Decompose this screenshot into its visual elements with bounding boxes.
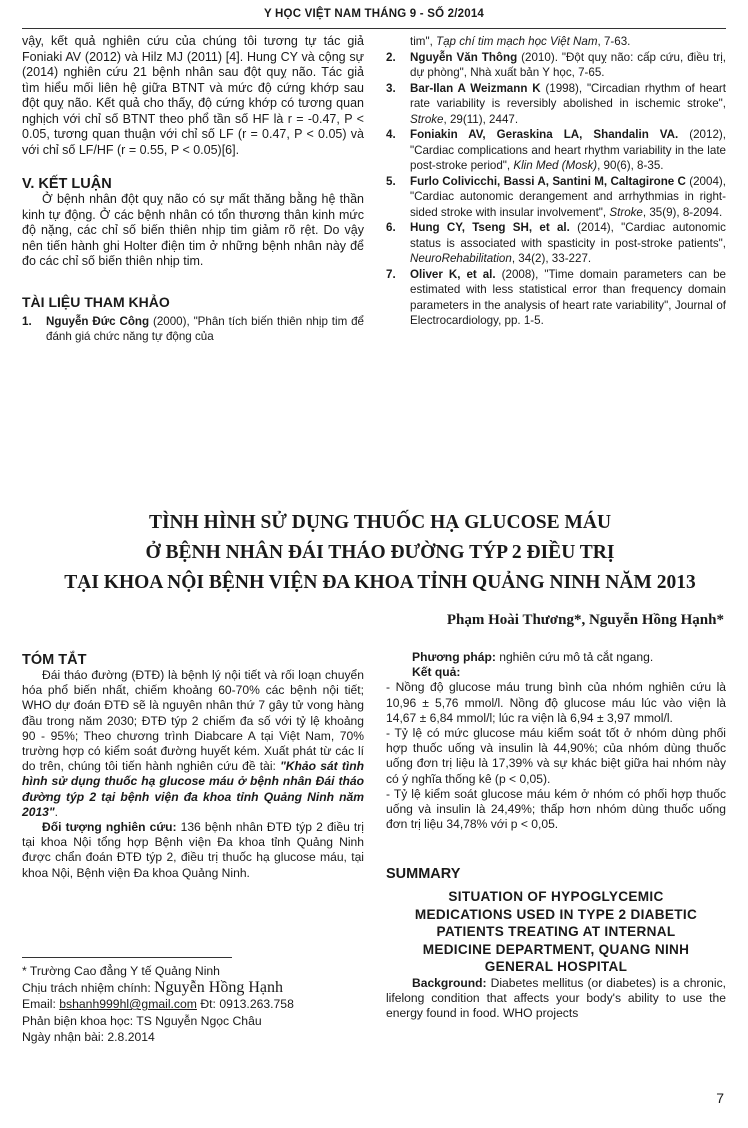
- page-number: 7: [716, 1090, 724, 1106]
- reference-item: [386, 220, 726, 267]
- subjects-paragraph: [22, 820, 364, 881]
- reference-pages: , 90(6), 8-35.: [597, 159, 664, 172]
- reference-continuation: [386, 34, 726, 50]
- reference-number: 4.: [386, 128, 396, 141]
- reference-body: (2004), "Cardiac autonomic derangement and arrhythmias in right-sided stroke with insular involvement",: [410, 174, 726, 219]
- header-rule: [22, 28, 726, 29]
- reference-author: Oliver K, et al.: [410, 267, 496, 281]
- reference-author: Bar-Ilan A Weizmann K: [410, 81, 541, 95]
- summary-title-line: MEDICINE DEPARTMENT, QUANG NINH: [422, 941, 690, 957]
- footnote-received: Ngày nhận bài: 2.8.2014: [22, 1030, 155, 1044]
- journal-header: Y HỌC VIỆT NAM THÁNG 9 - SỐ 2/2014: [263, 8, 485, 20]
- results-label-line: [386, 665, 726, 680]
- subjects-label: Đối tượng nghiên cứu:: [42, 820, 177, 835]
- summary-title-line: SITUATION OF HYPOGLYCEMIC: [448, 889, 664, 905]
- reference-pages: , 35(9), 8-2094.: [642, 205, 723, 219]
- summary-title-line: PATIENTS TREATING AT INTERNAL: [436, 924, 676, 940]
- reference-author: Foniakin AV, Geraskina LA, Shandalin VA.: [410, 128, 679, 141]
- abstract-study-title: "Khảo sát tình hình sử dụng thuốc hạ glucose máu ở bệnh nhân Đái tháo đường týp 2 tại bệnh viện đa khoa tỉnh Quảng Ninh năm 2013": [22, 759, 364, 819]
- right-column-top: [386, 34, 726, 329]
- reference-body: (2010). "Đột quỵ não: cấp cứu, điều trị, dự phòng", Nhà xuất bản Y học, 7-65.: [410, 50, 726, 79]
- reference-number: 5.: [386, 174, 396, 188]
- reference-author: Nguyễn Đức Công: [46, 314, 150, 328]
- reference-item: [386, 81, 726, 128]
- conclusion-paragraph: Ở bệnh nhân đột quỵ não có sự mất thăng bằng hệ thần kinh tự động. Ở các bệnh nhân có tổn thương thân kinh mức độ nặng, các chỉ số biến thiên nhịp tim giảm rõ rệt. Do vậy nên tiến hành ghi Holter điện tim ở những bệnh nhân này để đo các chỉ số biến thiên nhịp tim.: [22, 192, 364, 268]
- article-authors: Phạm Hoài Thương*, Nguyễn Hồng Hạnh*: [446, 612, 724, 628]
- summary-title-line: MEDICATIONS USED IN TYPE 2 DIABETIC: [414, 906, 698, 922]
- reference-journal: NeuroRehabilitation: [410, 252, 512, 265]
- reference-author: Furlo Colivicchi, Bassi A, Santini M, Caltagirone C: [410, 174, 686, 188]
- email-link[interactable]: bshanh999hl@gmail.com: [59, 997, 197, 1011]
- reference-body: (2008), "Time domain parameters can be estimated with less statistical error than frequency domain parameters in the analysis of heart rate variability", Journal of Electrocardiology, pp. 1-5.: [410, 267, 727, 327]
- method-paragraph: [386, 650, 726, 665]
- background-text: Diabetes mellitus (or diabetes) is a chronic, lifelong condition that affects your body's ability to use the energy found in food. WHO projects: [386, 975, 726, 1021]
- abstract-paragraph: [22, 668, 364, 820]
- reference-number: 6.: [386, 221, 396, 234]
- reference-number: 7.: [386, 267, 396, 281]
- summary-background: [386, 976, 726, 1022]
- result-item: - Tỷ lệ có mức glucose máu kiểm soát tốt ở nhóm dùng phối hợp thuốc uống và insulin là 44,90%; của nhóm dùng thuốc uống đơn trị liệu là 17,39% và sự khác biệt giữa hai nhóm này có ý nghĩa thống kê (p < 0,05).: [386, 726, 726, 786]
- method-text: nghiên cứu mô tả cắt ngang.: [495, 650, 654, 664]
- reference-journal: Klin Med (Mosk): [513, 159, 598, 172]
- footnote-reviewer: Phản biện khoa học: TS Nguyễn Ngọc Châu: [22, 1013, 262, 1028]
- background-label: Background:: [412, 975, 487, 990]
- responsible-label: Chịu trách nhiệm chính:: [22, 980, 155, 995]
- reference-journal: Stroke: [410, 112, 444, 126]
- result-item: - Tỷ lệ kiểm soát glucose máu kém ở nhóm có phối hợp thuốc uống và insulin là 24,49%; thấp hơn nhóm dùng thuốc uống đơn trị liệu 34,78% với p < 0,05.: [386, 786, 726, 832]
- footnote-rule: [22, 957, 232, 958]
- reference-item: [386, 50, 726, 81]
- reference-pages: , 34(2), 33-227.: [511, 252, 592, 265]
- article-title-line: Ở BỆNH NHÂN ĐÁI THÁO ĐƯỜNG TÝP 2 ĐIỀU TRỊ: [145, 542, 615, 563]
- summary-title-line: GENERAL HOSPITAL: [484, 959, 628, 975]
- reference-number: 2.: [386, 50, 396, 64]
- article-title: [60, 508, 700, 598]
- abstract-text: Đái tháo đường (ĐTĐ) là bệnh lý nội tiết và rối loạn chuyển hóa phổ biến nhất, chiếm khoảng 60-70% các bệnh nội tiết; WHO dự đoán ĐTĐ sẽ là nguyên nhân thứ 7 gây tử vong hàng đầu trong năm 2030; ĐTĐ týp 2 chiếm đa số với tỷ lệ khoảng 90 - 95%; Theo chương trình Diabcare A tại Việt Nam, 70% trường hợp có kiểm soát đường huyết kém. Xuất phát từ các lí do trên, chúng tôi tiến hành nghiên cứu đề tài:: [22, 668, 364, 774]
- footnote-affiliation: * Trường Cao đẳng Y tế Quảng Ninh: [22, 964, 220, 978]
- reference-body: (2012), "Cardiac complications and heart rhythm variability in the late post-stroke period",: [410, 128, 726, 172]
- responsible-name: Nguyễn Hồng Hạnh: [154, 978, 283, 996]
- reference-item: [386, 127, 726, 174]
- abstract-text-end: .: [54, 804, 59, 819]
- footnote-contact: [22, 996, 364, 1013]
- reference-number: 3.: [386, 81, 396, 95]
- reference-author: Nguyễn Văn Thông: [410, 50, 518, 64]
- abstract-heading: TÓM TẮT: [22, 652, 87, 668]
- subjects-text: 136 bệnh nhân ĐTĐ týp 2 điều trị tại khoa Nội tổng hợp Bệnh viện Đa khoa tỉnh Quảng Ninh được chẩn đoán ĐTĐ týp 2, điều trị thuốc hạ glucose máu, tại khoa Nội, Bệnh viện Đa khoa Quảng Ninh.: [22, 820, 364, 880]
- method-label: Phương pháp:: [412, 650, 496, 664]
- abstract-column: [22, 652, 364, 881]
- summary-title: [386, 888, 726, 976]
- reference-pages: , 7-63.: [597, 35, 631, 48]
- footnote-responsible: [22, 980, 364, 997]
- article-title-line: TÌNH HÌNH SỬ DỤNG THUỐC HẠ GLUCOSE MÁU: [148, 512, 612, 533]
- reference-body: tim",: [410, 35, 437, 48]
- reference-text: [46, 314, 364, 345]
- discussion-paragraph: vậy, kết quả nghiên cứu của chúng tôi tương tự tác giả Foniaki AV (2012) và Hilz MJ (2011) [4]. Hung CY và cộng sự (2014) nghiên cứu 21 bệnh nhân sau đột quỵ não. Tác giả tìm hiểu mối liên hệ giữa BTNT và mức độ cứng khớp sau đột quỵ não. Kết quả cho thấy, độ cứng khớp có tương quan nghịch với chỉ số BTNT theo phổ tần số HF là r = -0.47, P < 0.05, tương quan thuận với chỉ số LF (r = 0.47, P < 0.05) và với chỉ số LF/HF (r = 0.55, P < 0.05)[6].: [22, 34, 364, 157]
- reference-pages: , 29(11), 2447.: [443, 112, 519, 126]
- reference-item: [386, 267, 726, 329]
- reference-body: (2000), "Phân tích biến thiên nhịp tim để đánh giá chức năng tự động của: [46, 314, 364, 343]
- conclusion-heading: V. KẾT LUẬN: [22, 176, 112, 192]
- reference-item: [386, 174, 726, 221]
- footnote: [22, 963, 364, 1046]
- left-column-top: [22, 34, 364, 345]
- summary-heading: SUMMARY: [386, 866, 461, 883]
- phone: Đt: 0913.263.758: [196, 997, 294, 1011]
- references-heading: TÀI LIỆU THAM KHẢO: [22, 293, 170, 310]
- article-title-line: TẠI KHOA NỘI BỆNH VIỆN ĐA KHOA TỈNH QUẢNG NINH NĂM 2013: [64, 572, 696, 593]
- email-label: Email:: [22, 997, 60, 1011]
- result-item: - Nồng độ glucose máu trung bình của nhóm nghiên cứu là 10,96 ± 5,76 mmol/l. Nồng độ glucose máu lúc vào viện là 14,67 ± 6,84 mmol/l; lúc ra viện là 6,94 ± 3,97 mmol/l.: [386, 680, 726, 725]
- reference-journal: Tạp chí tim mạch học Việt Nam: [436, 35, 598, 48]
- reference-journal: Stroke: [609, 205, 643, 219]
- results-label: Kết quả:: [412, 665, 461, 680]
- reference-author: Hung CY, Tseng SH, et al.: [410, 221, 570, 234]
- methods-column: [386, 650, 726, 1022]
- reference-number: 1.: [22, 314, 32, 328]
- reference-body: (2014), "Cardiac autonomic status is associated with spasticity in post-stroke patients",: [410, 221, 726, 250]
- reference-body: (1998), "Circadian rhythm of heart rate variability is reversibly abolished in ischemic stroke",: [410, 81, 726, 110]
- reference-item: [22, 314, 364, 345]
